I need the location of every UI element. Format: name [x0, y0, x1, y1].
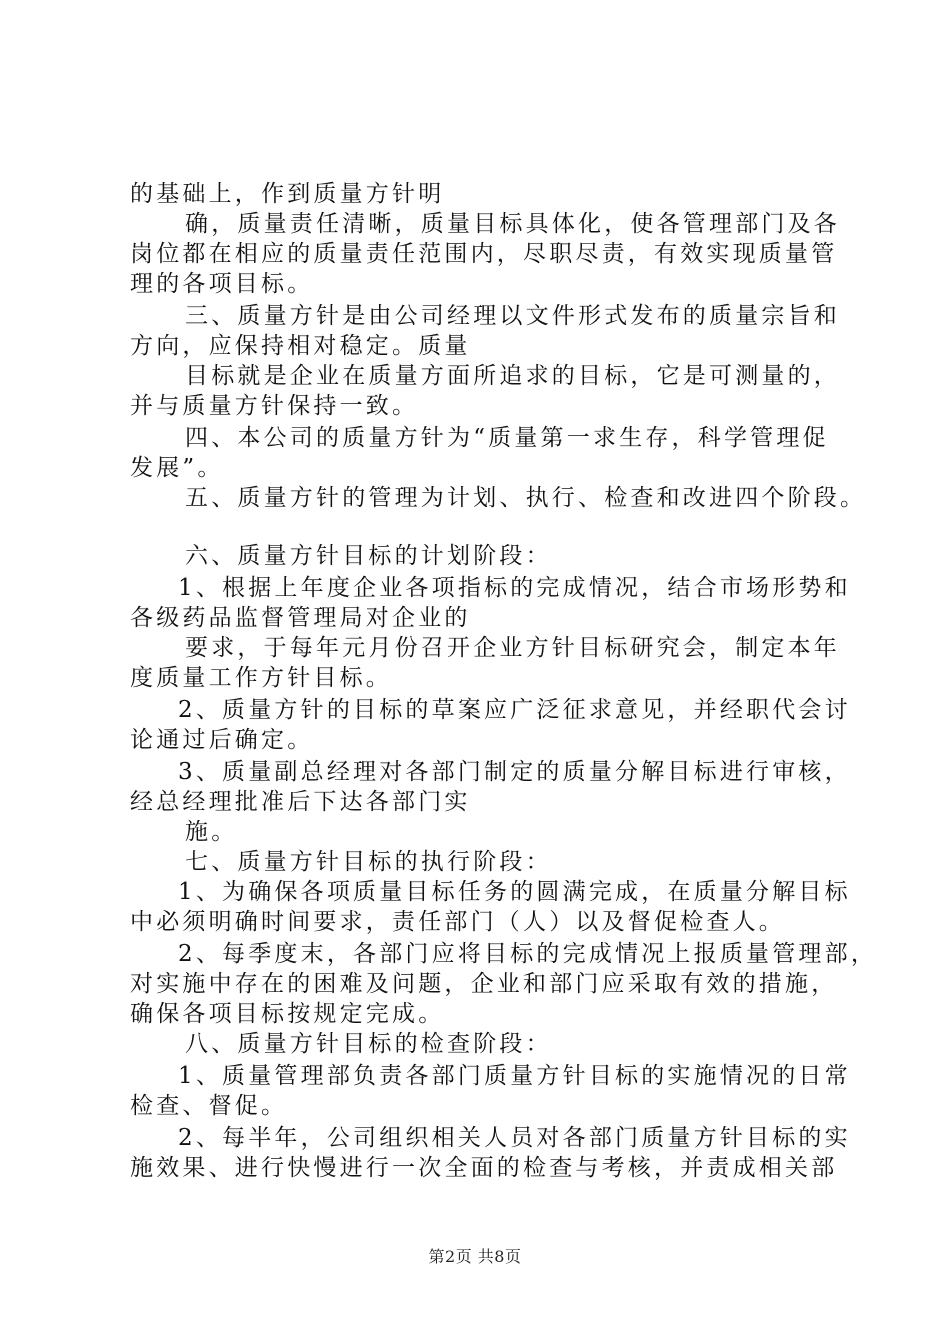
text-line: 1、质量管理部负责各部门质量方针目标的实施情况的日常: [178, 1063, 851, 1089]
text-line: 理的各项目标。: [130, 271, 314, 297]
text-line: 发展”。: [130, 455, 224, 481]
text-line: 要求，于每年元月份召开企业方针目标研究会，制定本年: [185, 635, 840, 661]
text-line: 2、每季度末，各部门应将目标的完成情况上报质量管理部，: [178, 941, 878, 967]
text-line: 五、质量方针的管理为计划、执行、检查和改进四个阶段。: [185, 485, 867, 511]
text-line: 论通过后确定。: [130, 727, 314, 753]
text-line: 并与质量方针保持一致。: [130, 393, 419, 419]
page-number-footer: 第2页 共8页: [428, 1247, 522, 1266]
text-line: 各级药品监督管理局对企业的: [130, 605, 471, 631]
text-line: 的基础上，作到质量方针明: [130, 181, 445, 207]
text-line: 检查、督促。: [130, 1093, 288, 1119]
text-line: 八、质量方针目标的检查阶段：: [185, 1031, 552, 1057]
text-line: 3、质量副总经理对各部门制定的质量分解目标进行审核，: [178, 759, 851, 785]
text-line: 三、质量方针是由公司经理以文件形式发布的质量宗旨和: [185, 303, 840, 329]
text-line: 确，质量责任清晰，质量目标具体化，使各管理部门及各: [185, 211, 840, 237]
text-line: 中必须明确时间要求，责任部门（人）以及督促检查人。: [130, 909, 785, 935]
text-line: 2、每半年，公司组织相关人员对各部门质量方针目标的实: [178, 1125, 851, 1151]
text-line: 四、本公司的质量方针为“质量第一求生存，科学管理促: [185, 425, 829, 451]
text-line: 度质量工作方针目标。: [130, 665, 392, 691]
text-line: 经总经理批准后下达各部门实: [130, 789, 471, 815]
text-line: 方向，应保持相对稳定。质量: [130, 333, 471, 359]
text-line: 六、质量方针目标的计划阶段：: [185, 543, 552, 569]
text-line: 1、为确保各项质量目标任务的圆满完成，在质量分解目标: [178, 879, 851, 905]
text-line: 2、质量方针的目标的草案应广泛征求意见，并经职代会讨: [178, 697, 851, 723]
text-line: 七、质量方针目标的执行阶段：: [185, 849, 552, 875]
text-line: 目标就是企业在质量方面所追求的目标，它是可测量的，: [185, 363, 840, 389]
text-line: 确保各项目标按规定完成。: [130, 1001, 445, 1027]
text-line: 施效果、进行快慢进行一次全面的检查与考核，并责成相关部: [130, 1155, 838, 1181]
text-line: 1、根据上年度企业各项指标的完成情况，结合市场形势和: [178, 575, 851, 601]
text-line: 施。: [185, 819, 238, 845]
text-line: 对实施中存在的困难及问题，企业和部门应采取有效的措施，: [130, 971, 838, 997]
text-line: 岗位都在相应的质量责任范围内，尽职尽责，有效实现质量管: [130, 241, 838, 267]
